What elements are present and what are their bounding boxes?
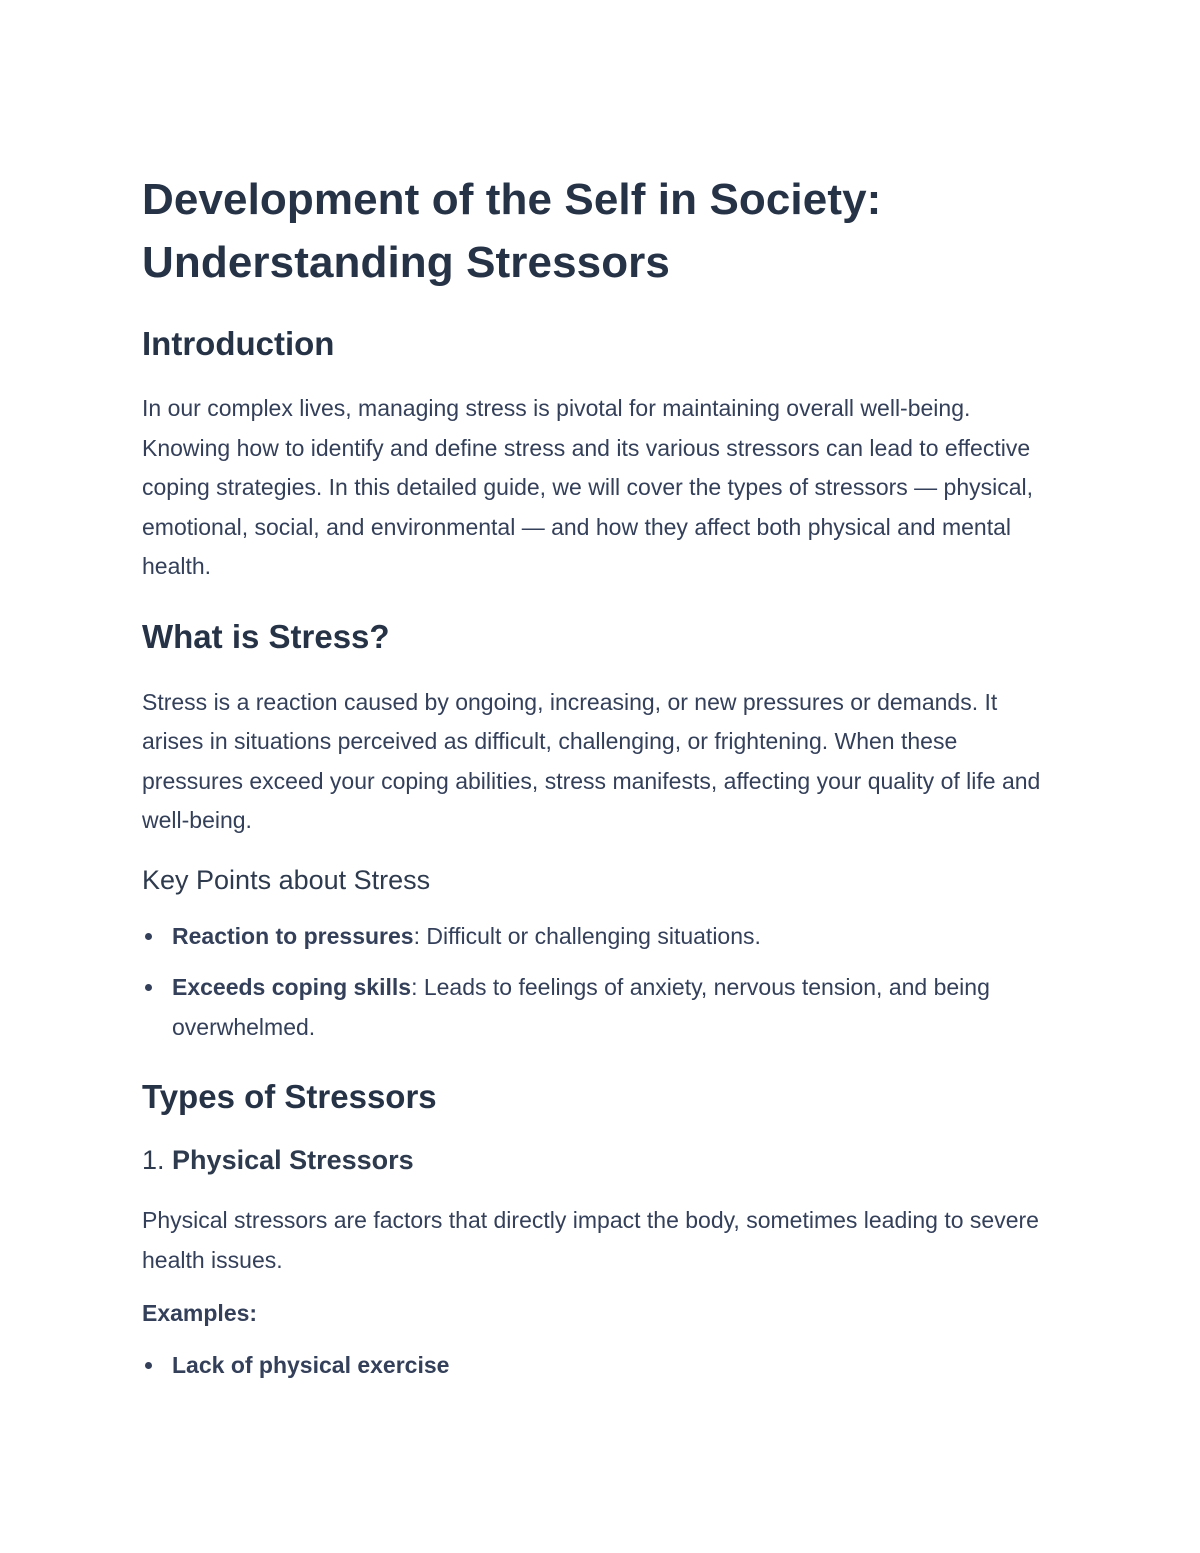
- key-points-list: [142, 917, 1062, 1048]
- examples-label: Examples:: [142, 1300, 258, 1326]
- examples-list: [142, 1346, 1062, 1386]
- section-title: Physical Stressors: [172, 1145, 414, 1175]
- list-item: [142, 968, 1062, 1047]
- heading-physical-stressors: [142, 1143, 1062, 1177]
- physical-stressors-paragraph: Physical stressors are factors that directly impact the body, sometimes leading to severe health issues.: [142, 1207, 1039, 1273]
- heading-what-is-stress: What is Stress?: [142, 617, 390, 655]
- heading-introduction: Introduction: [142, 325, 335, 362]
- document-page: [142, 168, 1062, 1386]
- section-number: 1.: [142, 1145, 165, 1175]
- introduction-paragraph: In our complex lives, managing stress is pivotal for maintaining overall well-being. Knowing how to identify and define stress and its various stressors can lead to effective coping strategies. In this detailed guide, we will cover the types of stressors — physical, emotional, social, and environmental — and how they affect both physical and mental health.: [142, 395, 1034, 579]
- heading-key-points: Key Points about Stress: [142, 864, 431, 895]
- list-item-term: Exceeds coping skills: [172, 974, 412, 1000]
- list-item-term: Reaction to pressures: [172, 922, 414, 949]
- list-item-desc: : Leads to feelings of anxiety, nervous tension, and being overwhelmed.: [172, 974, 990, 1040]
- example-item: Lack of physical exercise: [172, 1352, 450, 1378]
- page-title: Development of the Self in Society: Understanding Stressors: [142, 175, 882, 287]
- heading-types-of-stressors: Types of Stressors: [142, 1078, 437, 1115]
- list-item: [142, 1346, 1062, 1386]
- list-item-desc: : Difficult or challenging situations.: [413, 922, 761, 949]
- what-is-stress-paragraph: Stress is a reaction caused by ongoing, increasing, or new pressures or demands. It arises in situations perceived as difficult, challenging, or frightening. When these pressures exceed your coping abilities, stress manifests, affecting your quality of life and well-being.: [142, 688, 1041, 833]
- list-item: [142, 917, 1062, 957]
